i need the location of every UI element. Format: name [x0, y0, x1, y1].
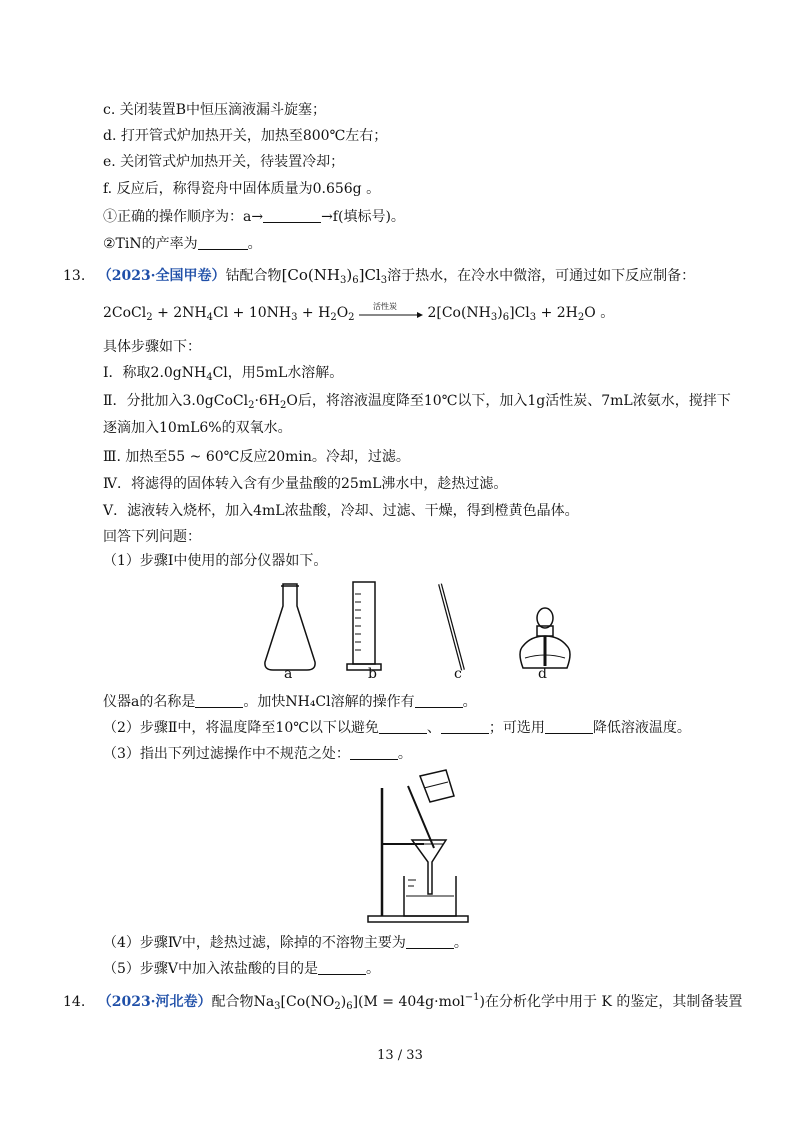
- step-4: Ⅳ．将滤得的固体转入含有少量盐酸的25mL沸水中，趁热过滤。: [103, 476, 508, 492]
- answer-blank[interactable]: [350, 745, 398, 760]
- step-d: d. 打开管式炉加热开关，加热至800℃左右；: [103, 128, 388, 144]
- glass-rod-icon: [440, 584, 463, 670]
- step-2: Ⅱ．分批加入$3.0gCoCl_2\cdot 6H_2O$后，将溶液温度降至10℃以下，加入1g活性炭、7mL浓氨水，搅拌下: [103, 393, 731, 411]
- answer-blank[interactable]: [415, 693, 463, 708]
- glass-rod-icon: [408, 786, 434, 848]
- answer-blank[interactable]: [318, 960, 366, 975]
- step-2-cont: 逐滴加入10mL6%的双氧水。: [103, 420, 292, 436]
- graduated-cylinder-icon: [347, 582, 381, 670]
- reaction-equation: 2CoCl$_2$ + $2NH_4Cl + 10NH_3 + H_2O_2$ 活性炭 $2[Co(NH_3)_6]Cl_3 + 2H_2O$ 。: [103, 302, 615, 323]
- subquestion-1: （1）步骤Ⅰ中使用的部分仪器如下。: [103, 553, 328, 569]
- question-13-header: 13. （2023·全国甲卷）钴配合物$[Co(NH_3)_6]Cl_3$溶于热水，在冷水中微溶，可通过如下反应制备：: [63, 266, 696, 286]
- complex-formula: $[Co(NH_3)_6]Cl_3$: [281, 266, 388, 286]
- instruments-figure: [255, 580, 575, 680]
- subquestion-1b: 仪器a的名称是 。加快NH₄Cl溶解的操作有 。: [103, 694, 477, 710]
- step-1: Ⅰ．称取2.0gNH$_4$Cl，用5mL水溶解。: [103, 365, 344, 383]
- filtration-figure: [360, 768, 480, 928]
- answer-blank[interactable]: [545, 719, 593, 734]
- question-order: ①正确的操作顺序为：a→ →f(填标号)。: [103, 209, 405, 225]
- pouring-beaker-icon: [420, 770, 454, 802]
- question-number: 13.: [63, 268, 86, 284]
- source-tag: （2023·全国甲卷）: [97, 268, 226, 284]
- question-number: 14.: [63, 994, 86, 1010]
- alcohol-lamp-icon: [520, 608, 570, 668]
- figure-label-b: b: [368, 666, 377, 682]
- question-14-header: 14. （2023·河北卷）配合物$Na_3[Co(NO_2)_6](M = 404g\cdot mol^{-1})$在分析化学中用于 K 的鉴定，其制备装置: [63, 992, 743, 1012]
- conical-flask-icon: [265, 584, 315, 670]
- step-e: e. 关闭管式炉加热开关，待装置冷却；: [103, 154, 345, 170]
- step-5: Ⅴ．滤液转入烧杯，加入4mL浓盐酸，冷却、过滤、干燥，得到橙黄色晶体。: [103, 503, 579, 519]
- figure-label-a: a: [284, 666, 293, 682]
- source-tag: （2023·河北卷）: [97, 994, 212, 1010]
- funnel-icon: [412, 840, 446, 894]
- iron-stand-base: [368, 916, 468, 922]
- step-c: c. 关闭装置B中恒压滴液漏斗旋塞；: [103, 102, 327, 118]
- figure-label-d: d: [538, 666, 547, 682]
- step-f: f. 反应后，称得瓷舟中固体质量为0.656g 。: [103, 181, 381, 197]
- subquestion-3: （3）指出下列过滤操作中不规范之处： 。: [103, 746, 412, 762]
- subquestion-2: （2）步骤Ⅱ中，将温度降至10℃以下以避免 、 ；可选用 降低溶液温度。: [103, 720, 691, 736]
- answer-blank[interactable]: [379, 719, 427, 734]
- answer-intro: 回答下列问题：: [103, 529, 201, 545]
- complex-formula: $Na_3[Co(NO_2)_6](M = 404g\cdot mol^{-1})$: [253, 992, 485, 1012]
- answer-blank[interactable]: [263, 208, 321, 223]
- reaction-arrow: 活性炭: [359, 306, 423, 320]
- answer-blank[interactable]: [195, 693, 243, 708]
- answer-blank[interactable]: [406, 934, 454, 949]
- question-yield: ②TiN的产率为 。: [103, 236, 262, 252]
- answer-blank[interactable]: [441, 719, 489, 734]
- page-number: 13 / 33: [377, 1048, 423, 1063]
- figure-label-c: c: [454, 666, 462, 682]
- steps-intro: 具体步骤如下：: [103, 339, 201, 355]
- answer-blank[interactable]: [198, 235, 248, 250]
- subquestion-4: （4）步骤Ⅳ中，趁热过滤，除掉的不溶物主要为 。: [103, 935, 468, 951]
- subquestion-5: （5）步骤Ⅴ中加入浓盐酸的目的是 。: [103, 961, 381, 977]
- step-3: Ⅲ. 加热至55 ~ 60℃反应20min。冷却，过滤。: [103, 449, 410, 465]
